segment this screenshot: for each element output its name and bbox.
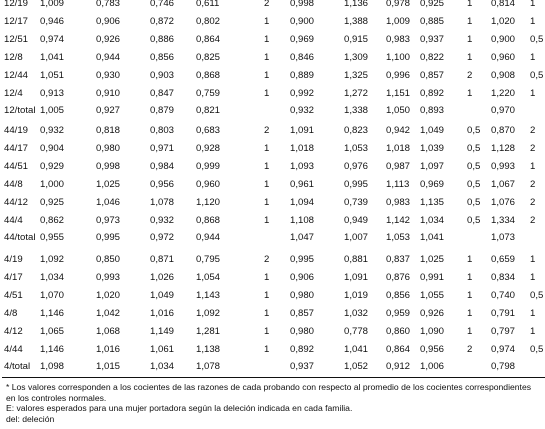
table-cell: 1,220 <box>491 87 516 99</box>
table-cell: 1,016 <box>150 307 175 319</box>
table-cell: 1,120 <box>196 196 221 208</box>
table-cell: 1,091 <box>344 271 369 283</box>
footnote-values: * Los valores corresponden a los cocientes de las razones de cada probando con respecto al promedio de los cocientes correspondientes en los controles normales. <box>6 382 532 403</box>
table-cell: 1 <box>467 51 473 63</box>
table-cell: 1 <box>264 343 270 355</box>
table-cell: 1,051 <box>40 69 65 81</box>
table-cell: 1 <box>264 196 270 208</box>
row-label: 44/12 <box>4 196 29 208</box>
table-cell: 1,108 <box>290 214 315 226</box>
table-cell: 1,000 <box>40 178 65 190</box>
table-cell: 1 <box>530 325 536 337</box>
table-cell: 1 <box>530 271 536 283</box>
table-cell: 0,5 <box>467 214 481 226</box>
table-cell: 0,984 <box>150 160 175 172</box>
table-cell: 0,960 <box>196 178 221 190</box>
table-cell: 0,956 <box>420 343 445 355</box>
table-cell: 1,032 <box>344 307 369 319</box>
table-cell: 1 <box>264 15 270 27</box>
table-cell: 1,052 <box>344 361 369 373</box>
table-row <box>0 0 545 12</box>
table-cell: 0,798 <box>491 361 516 373</box>
table-row <box>0 14 545 30</box>
table-cell: 0,857 <box>420 69 445 81</box>
table-cell: 0,944 <box>96 51 121 63</box>
table-cell: 1,272 <box>344 87 369 99</box>
table-cell: 0,783 <box>96 0 121 9</box>
table-cell: 2 <box>530 178 536 190</box>
row-label: 4/51 <box>4 289 23 301</box>
table-cell: 1 <box>530 254 536 265</box>
table-cell: 0,955 <box>40 232 65 244</box>
table-cell: 1,309 <box>344 51 369 63</box>
table-cell: 1,020 <box>491 15 516 27</box>
row-label: 12/17 <box>4 15 29 27</box>
table-cell: 1,138 <box>196 343 221 355</box>
table-row <box>0 68 545 84</box>
table-cell: 0,969 <box>420 178 445 190</box>
table-cell: 1,053 <box>344 142 369 154</box>
table-cell: 0,881 <box>344 254 369 265</box>
table-cell: 1 <box>264 160 270 172</box>
table-cell: 2 <box>467 343 473 355</box>
table-cell: 0,5 <box>467 160 481 172</box>
table-cell: 1 <box>530 87 536 99</box>
table-cell: 1 <box>467 325 473 337</box>
table-cell: 1,009 <box>386 15 411 27</box>
table-cell: 0,862 <box>40 214 65 226</box>
table-cell: 0,871 <box>150 254 175 265</box>
table-cell: 0,5 <box>530 343 544 355</box>
table-cell: 1 <box>467 271 473 283</box>
table-cell: 0,983 <box>386 196 411 208</box>
table-cell: 0,904 <box>40 142 65 154</box>
table-cell: 0,822 <box>420 51 445 63</box>
table-cell: 0,5 <box>467 178 481 190</box>
table-cell: 0,5 <box>467 196 481 208</box>
table-cell: 1 <box>467 307 473 319</box>
table-cell: 1 <box>467 254 473 265</box>
table-cell: 1,097 <box>420 160 445 172</box>
table-cell: 1,093 <box>290 160 315 172</box>
table-row <box>0 32 545 48</box>
table-cell: 1,338 <box>344 105 369 117</box>
table-cell: 0,969 <box>290 33 315 45</box>
table-cell: 1 <box>530 51 536 63</box>
table-cell: 1,100 <box>386 51 411 63</box>
table-cell: 1,034 <box>150 361 175 373</box>
table-cell: 0,995 <box>290 254 315 265</box>
table-cell: 0,814 <box>491 0 516 9</box>
table-cell: 1 <box>530 307 536 319</box>
row-label: 44/4 <box>4 214 23 226</box>
table-row <box>0 213 545 229</box>
table-cell: 1,016 <box>96 343 121 355</box>
table-cell: 0,837 <box>386 254 411 265</box>
table-cell: 0,961 <box>290 178 315 190</box>
table-cell: 0,868 <box>196 214 221 226</box>
row-label: 12/51 <box>4 33 29 45</box>
table-cell: 0,937 <box>420 33 445 45</box>
table-cell: 0,892 <box>420 87 445 99</box>
table-cell: 0,778 <box>344 325 369 337</box>
table-cell: 0,864 <box>386 343 411 355</box>
table-cell: 1,046 <box>96 196 121 208</box>
table-cell: 0,927 <box>96 105 121 117</box>
table-cell: 1,015 <box>96 361 121 373</box>
table-cell: 1,041 <box>344 343 369 355</box>
table-row <box>0 252 545 268</box>
table-cell: 0,847 <box>150 87 175 99</box>
table-cell: 0,983 <box>386 33 411 45</box>
table-cell: 0,872 <box>150 15 175 27</box>
table-cell: 0,974 <box>40 33 65 45</box>
table-cell: 1,143 <box>196 289 221 301</box>
table-cell: 0,797 <box>491 325 516 337</box>
table-cell: 1 <box>264 33 270 45</box>
table-cell: 1,151 <box>386 87 411 99</box>
table-cell: 0,993 <box>491 160 516 172</box>
table-cell: 0,929 <box>40 160 65 172</box>
table-cell: 0,910 <box>96 87 121 99</box>
table-cell: 0,912 <box>386 361 411 373</box>
table-cell: 0,860 <box>386 325 411 337</box>
table-cell: 0,802 <box>196 15 221 27</box>
table-cell: 0,987 <box>386 160 411 172</box>
table-cell: 0,746 <box>150 0 175 9</box>
table-cell: 0,926 <box>96 33 121 45</box>
table-cell: 1,026 <box>150 271 175 283</box>
table-cell: 1,113 <box>386 178 410 190</box>
table-cell: 0,999 <box>196 160 221 172</box>
row-label: 12/total <box>4 105 36 117</box>
table-cell: 0,857 <box>290 307 315 319</box>
table-cell: 0,908 <box>491 69 516 81</box>
table-cell: 0,903 <box>150 69 175 81</box>
table-row <box>0 342 545 358</box>
table-cell: 2 <box>467 69 473 81</box>
table-cell: 0,856 <box>150 51 175 63</box>
table-cell: 0,956 <box>150 178 175 190</box>
table-row <box>0 159 545 175</box>
table-cell: 0,942 <box>386 125 411 136</box>
table-cell: 0,944 <box>196 232 221 244</box>
table-cell: 1,049 <box>420 125 445 136</box>
table-cell: 1,092 <box>196 307 221 319</box>
table-cell: 0,825 <box>196 51 221 63</box>
table-cell: 0,932 <box>290 105 315 117</box>
table-cell: 0,886 <box>150 33 175 45</box>
table-cell: 0,868 <box>196 69 221 81</box>
table-cell: 0,876 <box>386 271 411 283</box>
table-cell: 0,932 <box>40 125 65 136</box>
table-total-row <box>0 230 545 246</box>
table-cell: 1 <box>264 214 270 226</box>
table-cell: 1 <box>264 307 270 319</box>
table-row <box>0 123 545 139</box>
table-cell: 0,973 <box>96 214 121 226</box>
table-cell: 0,759 <box>196 87 221 99</box>
table-cell: 1,020 <box>96 289 121 301</box>
table-cell: 2 <box>530 196 536 208</box>
table-cell: 0,818 <box>96 125 121 136</box>
table-cell: 0,925 <box>40 196 65 208</box>
table-cell: 0,998 <box>96 160 121 172</box>
table-cell: 0,834 <box>491 271 516 283</box>
row-label: 44/total <box>4 232 36 244</box>
table-cell: 1,076 <box>491 196 516 208</box>
table-cell: 1,334 <box>491 214 516 226</box>
table-cell: 0,892 <box>290 343 315 355</box>
table-cell: 1,067 <box>491 178 516 190</box>
table-cell: 1,068 <box>96 325 121 337</box>
table-cell: 1,073 <box>491 232 516 244</box>
table-cell: 0,791 <box>491 307 516 319</box>
table-cell: 0,5 <box>530 69 544 81</box>
table-cell: 1,019 <box>344 289 369 301</box>
table-cell: 1 <box>264 69 270 81</box>
table-cell: 0,932 <box>150 214 175 226</box>
table-cell: 1,136 <box>344 0 369 9</box>
table-cell: 0,611 <box>196 0 220 9</box>
table-cell: 1,090 <box>420 325 445 337</box>
row-label: 44/17 <box>4 142 29 154</box>
table-cell: 1,005 <box>40 105 65 117</box>
row-label: 44/8 <box>4 178 23 190</box>
table-cell: 1,388 <box>344 15 369 27</box>
row-label: 44/51 <box>4 160 29 172</box>
table-cell: 0,959 <box>386 307 411 319</box>
table-cell: 1,009 <box>40 0 65 9</box>
table-cell: 0,993 <box>96 271 121 283</box>
table-cell: 0,976 <box>344 160 369 172</box>
table-cell: 0,995 <box>96 232 121 244</box>
table-cell: 1,053 <box>386 232 411 244</box>
table-cell: 1,018 <box>386 142 411 154</box>
table-cell: 0,974 <box>491 343 516 355</box>
table-cell: 2 <box>530 125 536 136</box>
table-row <box>0 50 545 66</box>
row-label: 4/19 <box>4 254 23 265</box>
table-cell: 1 <box>467 87 473 99</box>
table-cell: 1,034 <box>420 214 445 226</box>
table-cell: 1,078 <box>196 361 221 373</box>
table-cell: 1,128 <box>491 142 516 154</box>
table-cell: 1 <box>264 289 270 301</box>
table-cell: 1 <box>467 33 473 45</box>
table-cell: 1,065 <box>40 325 65 337</box>
row-label: 4/12 <box>4 325 23 337</box>
table-cell: 1 <box>530 0 536 9</box>
table-cell: 0,739 <box>344 196 369 208</box>
row-label: 4/44 <box>4 343 23 355</box>
table-cell: 0,5 <box>530 33 544 45</box>
table-cell: 0,900 <box>491 33 516 45</box>
table-cell: 0,856 <box>386 289 411 301</box>
table-cell: 0,991 <box>420 271 445 283</box>
table-cell: 0,659 <box>491 254 516 265</box>
table-cell: 0,930 <box>96 69 121 81</box>
table-row <box>0 141 545 157</box>
row-label: 12/4 <box>4 87 23 99</box>
table-cell: 0,926 <box>420 307 445 319</box>
table-cell: 1,146 <box>40 307 65 319</box>
table-cell: 1,092 <box>40 254 65 265</box>
table-cell: 0,972 <box>150 232 175 244</box>
table-cell: 1,047 <box>290 232 315 244</box>
row-label: 4/17 <box>4 271 23 283</box>
table-cell: 0,980 <box>290 289 315 301</box>
table-row <box>0 86 545 102</box>
table-row <box>0 288 545 304</box>
table-footnotes <box>6 382 542 424</box>
table-cell: 0,980 <box>96 142 121 154</box>
table-cell: 0,906 <box>96 15 121 27</box>
table-cell: 1 <box>264 271 270 283</box>
table-cell: 0,971 <box>150 142 175 154</box>
table-cell: 1,018 <box>290 142 315 154</box>
table-cell: 1 <box>467 15 473 27</box>
row-label: 4/8 <box>4 307 18 319</box>
table-cell: 1,094 <box>290 196 315 208</box>
table-cell: 0,683 <box>196 125 221 136</box>
table-cell: 0,5 <box>467 125 481 136</box>
table-cell: 1 <box>264 178 270 190</box>
table-cell: 0,821 <box>196 105 221 117</box>
table-cell: 1,135 <box>420 196 445 208</box>
table-cell: 0,870 <box>491 125 516 136</box>
table-row <box>0 324 545 340</box>
table-cell: 1,007 <box>344 232 369 244</box>
table-cell: 1 <box>467 0 473 9</box>
table-cell: 0,996 <box>386 69 411 81</box>
table-cell: 0,906 <box>290 271 315 283</box>
table-cell: 1,061 <box>150 343 175 355</box>
table-cell: 1,025 <box>96 178 121 190</box>
table-row <box>0 177 545 193</box>
table-cell: 1,006 <box>420 361 445 373</box>
table-cell: 1,146 <box>40 343 65 355</box>
table-cell: 0,915 <box>344 33 369 45</box>
table-cell: 1,149 <box>150 325 175 337</box>
table-cell: 0,803 <box>150 125 175 136</box>
table-cell: 0,850 <box>96 254 121 265</box>
table-cell: 1 <box>264 87 270 99</box>
table-cell: 1,054 <box>196 271 221 283</box>
table-cell: 0,970 <box>491 105 516 117</box>
table-cell: 2 <box>530 142 536 154</box>
table-cell: 1,142 <box>386 214 411 226</box>
table-cell: 0,998 <box>290 0 315 9</box>
footnote-deletion: del: deleción <box>6 413 55 424</box>
table-cell: 0,740 <box>491 289 516 301</box>
table-cell: 1 <box>264 142 270 154</box>
table-cell: 0,795 <box>196 254 221 265</box>
table-cell: 0,949 <box>344 214 369 226</box>
table-cell: 1,039 <box>420 142 445 154</box>
table-cell: 0,864 <box>196 33 221 45</box>
table-cell: 1,325 <box>344 69 369 81</box>
table-cell: 0,925 <box>420 0 445 9</box>
table-cell: 0,900 <box>290 15 315 27</box>
row-label: 44/19 <box>4 125 29 136</box>
table-total-row <box>0 103 545 119</box>
table-cell: 0,5 <box>530 289 544 301</box>
table-cell: 2 <box>264 254 270 265</box>
table-cell: 2 <box>264 0 270 9</box>
table-cell: 0,978 <box>386 0 411 9</box>
row-label: 12/19 <box>4 0 29 9</box>
table-cell: 0,928 <box>196 142 221 154</box>
table-cell: 0,937 <box>290 361 315 373</box>
table-cell: 1,041 <box>420 232 445 244</box>
table-cell: 1 <box>530 160 536 172</box>
table-cell: 0,995 <box>344 178 369 190</box>
table-cell: 0,879 <box>150 105 175 117</box>
table-cell: 1 <box>467 289 473 301</box>
table-cell: 1,078 <box>150 196 175 208</box>
table-cell: 0,992 <box>290 87 315 99</box>
table-cell: 1,050 <box>386 105 411 117</box>
table-cell: 1,042 <box>96 307 121 319</box>
table-cell: 0,889 <box>290 69 315 81</box>
table-cell: 1 <box>530 15 536 27</box>
table-cell: 0,980 <box>290 325 315 337</box>
table-cell: 1,070 <box>40 289 65 301</box>
table-row <box>0 306 545 322</box>
table-cell: 0,5 <box>467 142 481 154</box>
row-label: 4/total <box>4 361 31 373</box>
table-cell: 1,034 <box>40 271 65 283</box>
table-cell: 1,055 <box>420 289 445 301</box>
table-cell: 0,846 <box>290 51 315 63</box>
table-cell: 1 <box>264 51 270 63</box>
table-cell: 1 <box>264 325 270 337</box>
table-cell: 0,946 <box>40 15 65 27</box>
table-cell: 0,893 <box>420 105 445 117</box>
table-cell: 1,281 <box>196 325 221 337</box>
table-cell: 0,913 <box>40 87 65 99</box>
table-cell: 1,041 <box>40 51 65 63</box>
table-row <box>0 195 545 211</box>
table-cell: 1,091 <box>290 125 315 136</box>
footnote-expected: E: valores esperados para una mujer portadora según la deleción indicada en cada familia. <box>6 403 353 413</box>
table-cell: 1,025 <box>420 254 445 265</box>
table-cell: 1,098 <box>40 361 65 373</box>
table-cell: 0,885 <box>420 15 445 27</box>
table-total-row <box>0 359 545 375</box>
table-cell: 1,049 <box>150 289 175 301</box>
table-cell: 0,960 <box>491 51 516 63</box>
table-row <box>0 270 545 286</box>
table-cell: 0,823 <box>344 125 369 136</box>
table-bottom-rule <box>2 377 545 378</box>
row-label: 12/8 <box>4 51 23 63</box>
row-label: 12/44 <box>4 69 29 81</box>
table-cell: 2 <box>530 214 536 226</box>
table-cell: 2 <box>264 125 270 136</box>
